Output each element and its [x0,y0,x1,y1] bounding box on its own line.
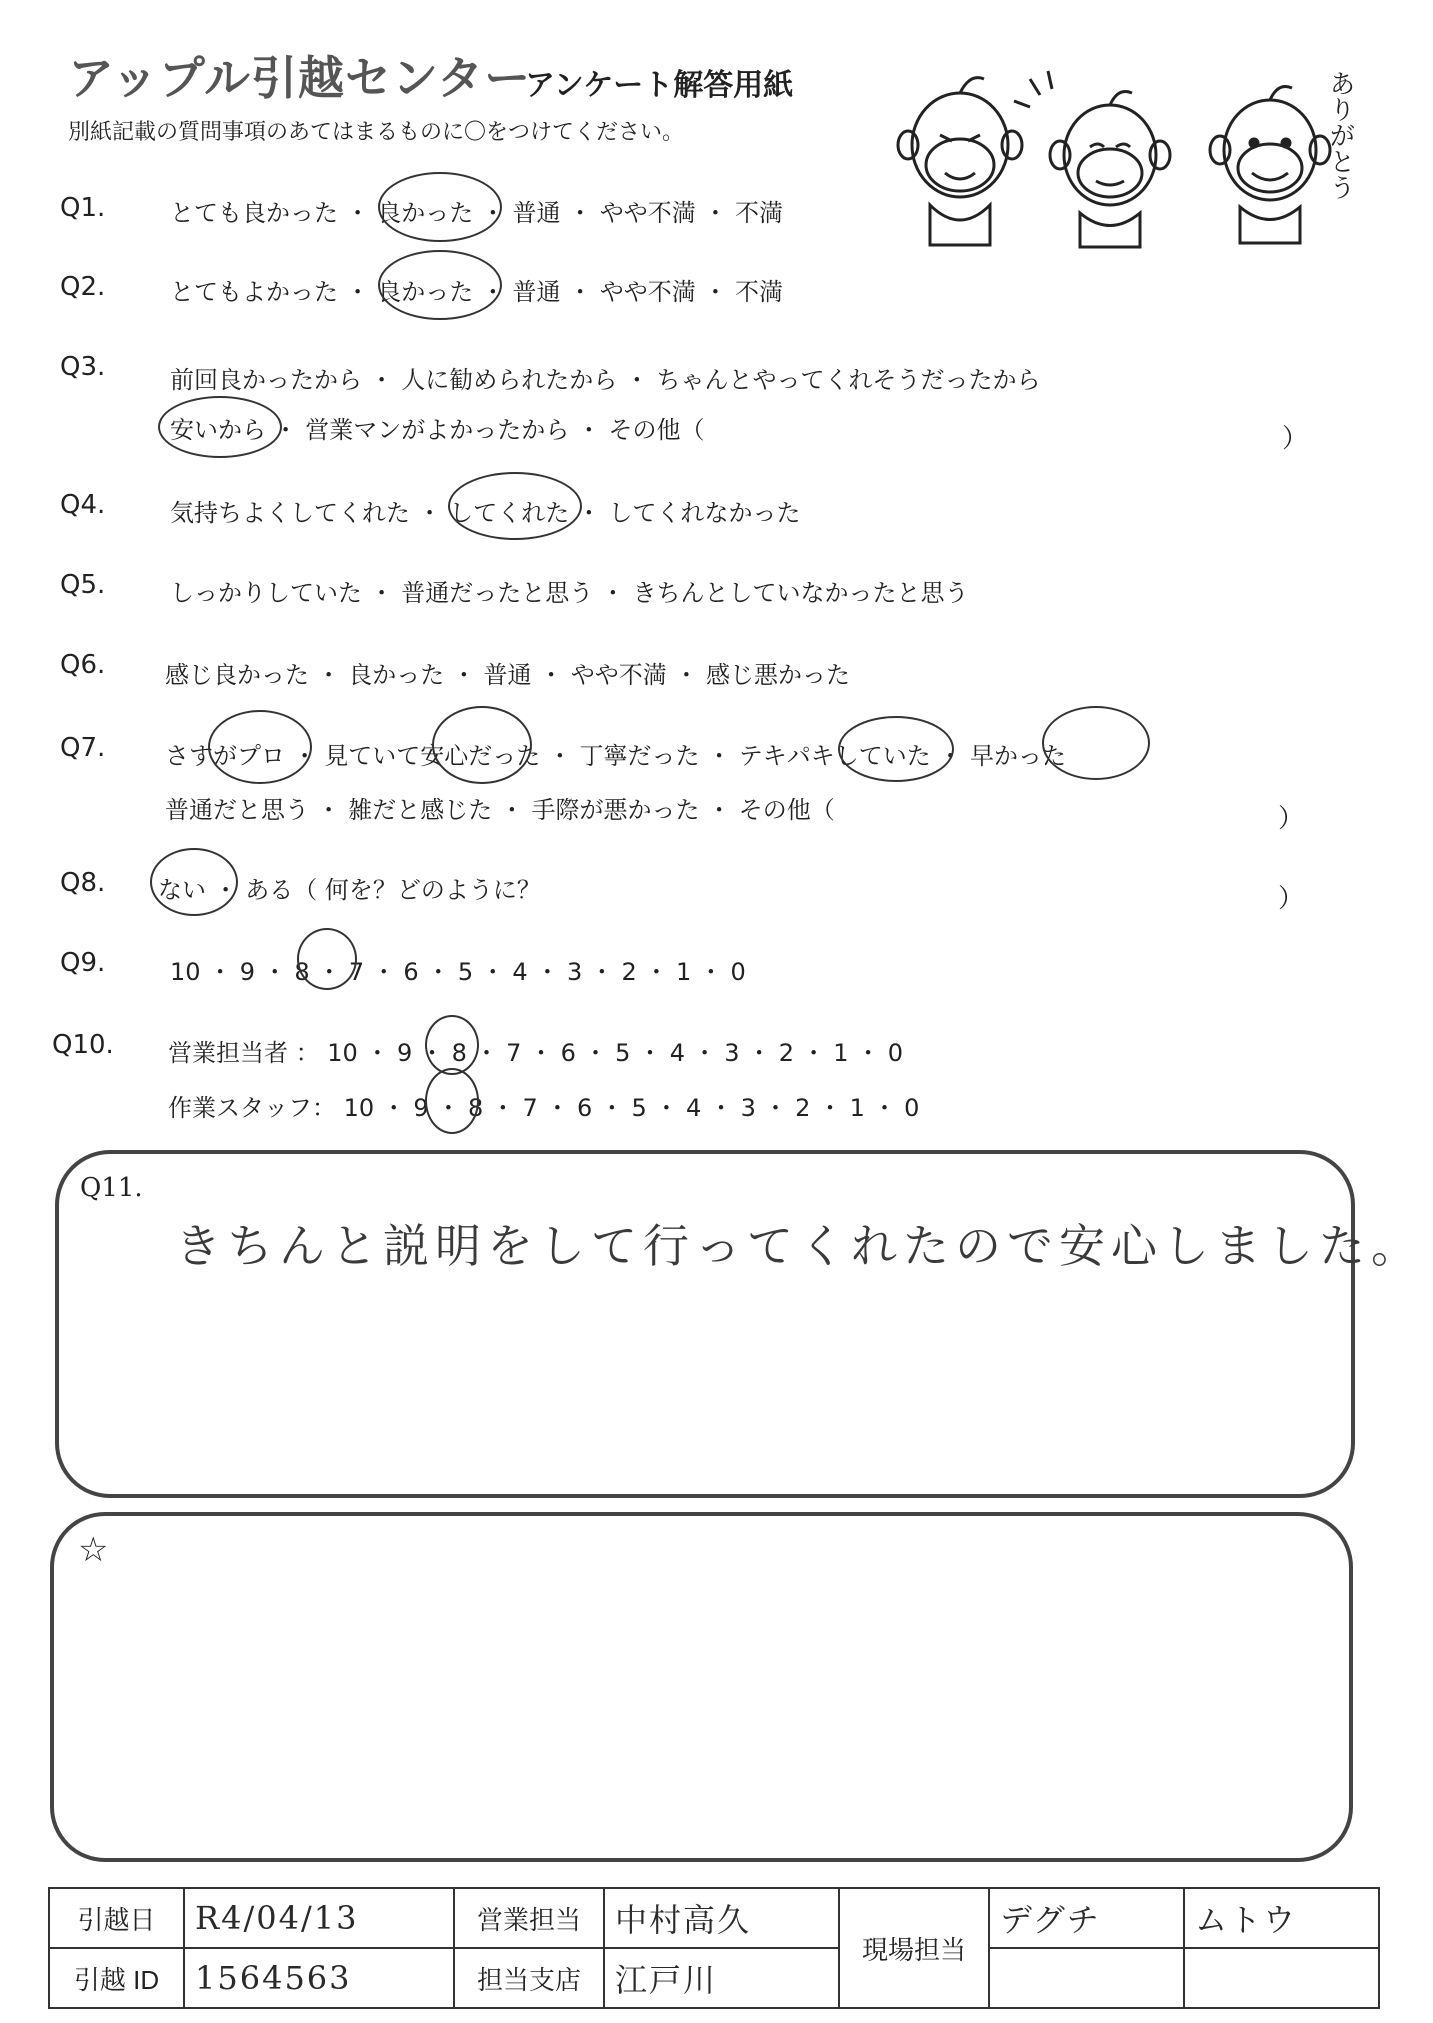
site-staff-empty-1 [989,1948,1184,2008]
q1-label: Q1. [60,193,106,223]
move-info-table [48,1887,1380,2009]
q9-scale: 10 ・ 9 ・ 8 ・ 7 ・ 6 ・ 5 ・ 4 ・ 3 ・ 2 ・ 1 ・ 0 [170,958,746,986]
site-staff-label: 現場担当 [839,1888,989,2008]
sales-rep-label: 営業担当 [454,1888,604,1948]
q4-options: 気持ちよくしてくれた ・ してくれた ・ してくれなかった [170,499,801,527]
q10-label: Q10. [52,1030,114,1060]
thanks-text: ありがとう [1325,70,1355,200]
q8-label: Q8. [60,868,106,898]
star-icon: ☆ [78,1530,109,1570]
form-title: アンケート解答用紙 [525,68,794,103]
mascot-illustration [890,55,1350,255]
q6-options: 感じ良かった ・ 良かった ・ 普通 ・ やや不満 ・ 感じ悪かった [165,661,851,689]
move-date-value: R4/04/13 [184,1888,454,1948]
q11-handwritten-answer: きちんと説明をして行ってくれたので安心しました。 [175,1219,1423,1273]
q10-sales-scale: 営業担当者 ： 10 ・ 9 ・ 8 ・ 7 ・ 6 ・ 5 ・ 4 ・ 3 ・ 2 ・ 1 ・ 0 [168,1039,904,1067]
q7-label: Q7. [60,733,106,763]
q11-comment-box [55,1150,1355,1498]
site-staff-2: ムトウ [1184,1888,1379,1948]
free-comment-box [50,1512,1353,1862]
move-id-label: 引越 ID [49,1948,184,2008]
q3-options-line2: 安いから ・ 営業マンがよかったから ・ その他（ [170,416,705,444]
site-staff-empty-2 [1184,1948,1379,2008]
q4-label: Q4. [60,490,106,520]
q1-options: とても良かった ・ 良かった ・ 普通 ・ やや不満 ・ 不満 [170,199,784,227]
sales-rep-value: 中村高久 [604,1888,839,1948]
q8-options: ない ・ ある（ 何を？どのように？ [158,876,541,904]
site-staff-1: デグチ [989,1888,1184,1948]
q9-label: Q9. [60,948,106,978]
q7-options-line1: さすがプロ ・ 見ていて安心だった ・ 丁寧だった ・ テキパキしていた ・ 早かった [165,742,1067,770]
q2-options: とてもよかった ・ 良かった ・ 普通 ・ やや不満 ・ 不満 [170,278,784,306]
q7-close-paren: ） [1278,804,1305,834]
company-name: アップル引越センター [68,51,532,105]
q3-options-line1: 前回良かったから ・ 人に勧められたから ・ ちゃんとやってくれそうだったから [170,366,1041,394]
branch-value: 江戸川 [604,1948,839,2008]
move-id-value: 1564563 [184,1948,454,2008]
instructions: 別紙記載の質問事項のあてはまるものに〇をつけてください。 [68,120,685,145]
q2-label: Q2. [60,272,106,302]
q5-options: しっかりしていた ・ 普通だったと思う ・ きちんとしていなかったと思う [170,579,969,607]
q7-options-line2: 普通だと思う ・ 雑だと感じた ・ 手際が悪かった ・ その他（ [165,796,835,824]
q3-close-paren: ） [1282,424,1309,454]
q6-label: Q6. [60,650,106,680]
q3-label: Q3. [60,352,106,382]
move-date-label: 引越日 [49,1888,184,1948]
q8-close-paren: ） [1278,884,1305,914]
q11-label: Q11. [80,1173,143,1203]
q10-staff-scale: 作業スタッフ： 10 ・ 9 ・ 8 ・ 7 ・ 6 ・ 5 ・ 4 ・ 3 ・ 2 ・ 1 ・ 0 [168,1094,920,1122]
q5-label: Q5. [60,570,106,600]
branch-label: 担当支店 [454,1948,604,2008]
